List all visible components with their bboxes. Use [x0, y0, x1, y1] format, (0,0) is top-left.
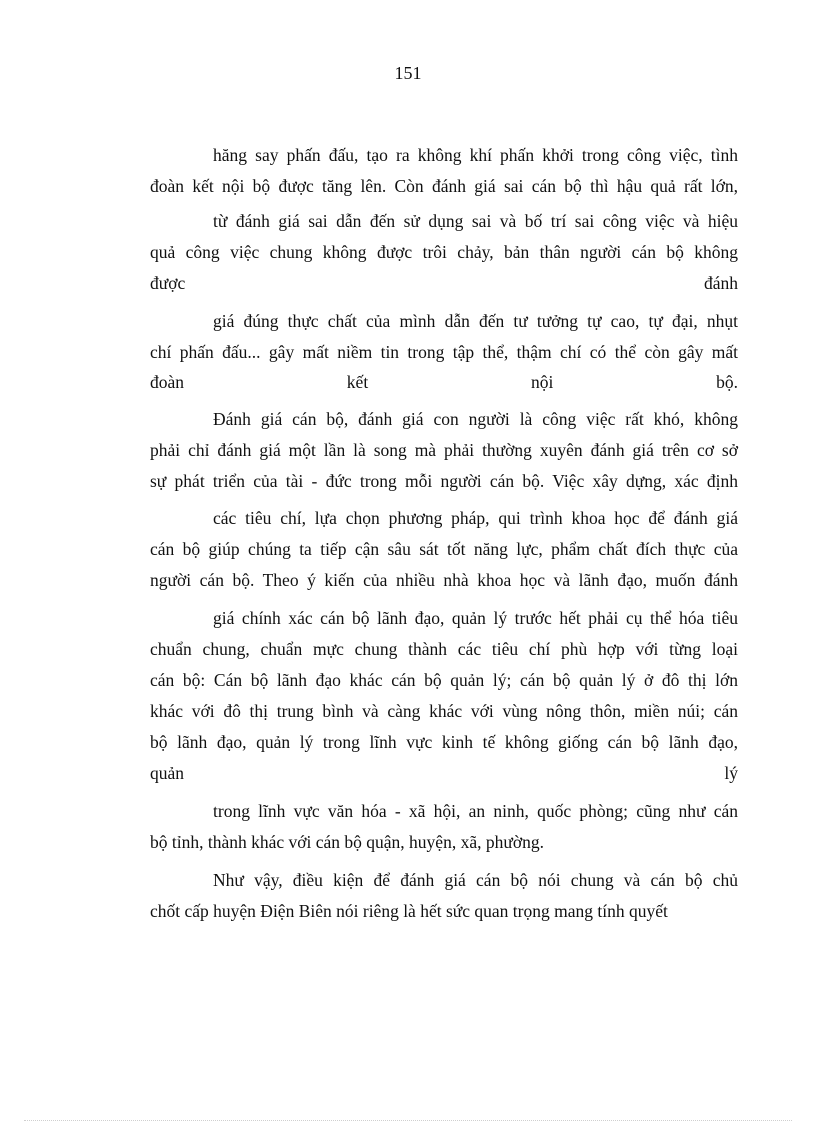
text-line: quản lý	[150, 763, 738, 783]
text-line: bộ lãnh đạo, quản lý trong lĩnh vực kinh tế không giống cán bộ lãnh đạo,	[150, 732, 738, 752]
text-line: bộ tỉnh, thành khác với cán bộ quận, huyện, xã, phường.	[150, 832, 544, 852]
text-line: khác với đô thị trung bình và càng khác với vùng nông thôn, miền núi; cán	[150, 701, 738, 721]
text-line: quả công việc chung không được trôi chảy, bản thân người cán bộ không	[150, 242, 738, 262]
text-line: chuẩn chung, chuẩn mực chung thành các tiêu chí phù hợp với từng loại	[150, 639, 738, 659]
text-line: cán bộ giúp chúng ta tiếp cận sâu sát tốt năng lực, phẩm chất đích thực của	[150, 539, 738, 559]
text-line: hăng say phấn đấu, tạo ra không khí phấn khởi trong công việc, tình	[213, 145, 738, 165]
text-line: chốt cấp huyện Điện Biên nói riêng là hết sức quan trọng mang tính quyết	[150, 901, 668, 921]
text-line: các tiêu chí, lựa chọn phương pháp, qui trình khoa học để đánh giá	[213, 508, 738, 528]
text-line: Như vậy, điều kiện để đánh giá cán bộ nói chung và cán bộ chủ	[213, 870, 738, 890]
text-line: trong lĩnh vực văn hóa - xã hội, an ninh, quốc phòng; cũng như cán	[213, 801, 738, 821]
page-bottom-rule	[24, 1120, 792, 1121]
text-line: đoàn kết nội bộ được tăng lên. Còn đánh giá sai cán bộ thì hậu quả rất lớn,	[150, 176, 738, 196]
text-line: từ đánh giá sai dẫn đến sử dụng sai và bố trí sai công việc và hiệu	[213, 211, 738, 231]
text-line: giá đúng thực chất của mình dẫn đến tư tưởng tự cao, tự đại, nhụt	[213, 311, 738, 331]
text-line: cán bộ: Cán bộ lãnh đạo khác cán bộ quản lý; cán bộ quản lý ở đô thị lớn	[150, 670, 738, 690]
text-line: người cán bộ. Theo ý kiến của nhiều nhà khoa học và lãnh đạo, muốn đánh	[150, 570, 738, 590]
text-line: sự phát triển của tài - đức trong mỗi người cán bộ. Việc xây dựng, xác định	[150, 471, 738, 491]
text-line: phải chỉ đánh giá một lần là song mà phải thường xuyên đánh giá trên cơ sở	[150, 440, 738, 460]
text-line: được đánh	[150, 273, 738, 293]
page-number: 151	[394, 63, 422, 83]
text-line: đoàn kết nội bộ.	[150, 372, 738, 392]
text-line: Đánh giá cán bộ, đánh giá con người là công việc rất khó, không	[213, 409, 738, 429]
text-line: giá chính xác cán bộ lãnh đạo, quản lý trước hết phải cụ thể hóa tiêu	[213, 608, 738, 628]
text-line: chí phấn đấu... gây mất niềm tin trong tập thể, thậm chí có thể còn gây mất	[150, 342, 738, 362]
